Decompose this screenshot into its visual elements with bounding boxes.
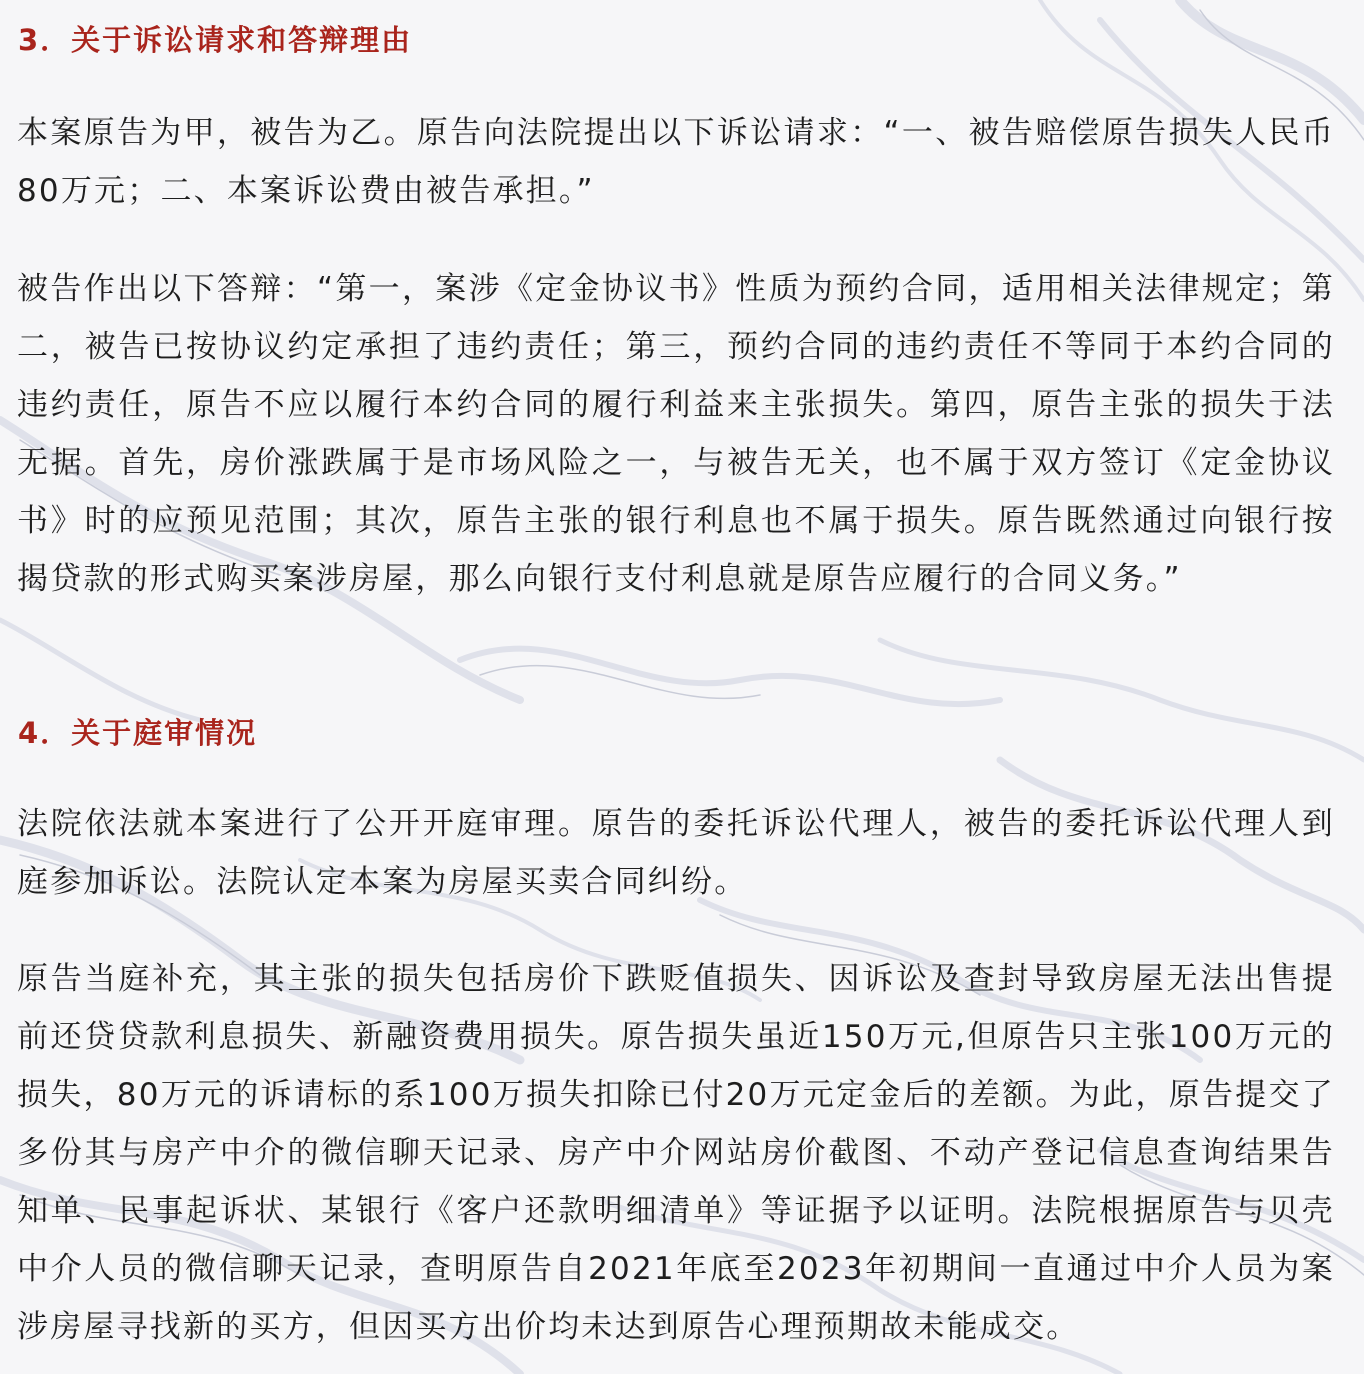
paragraph-plaintiff-supplement: 原告当庭补充，其主张的损失包括房价下跌贬值损失、因诉讼及查封导致房屋无法出售提前还贷贷款利息损失、新融资费用损失。原告损失虽近150万元,但原告只主张100万元的损失，80万元的诉请标的系100万损失扣除已付20万元定金后的差额。为此，原告提交了多份其与房产中介的微信聊天记录、房产中介网站房价截图、不动产登记信息查询结果告知单、民事起诉状、某银行《客户还款明细清单》等证据予以证明。法院根据原告与贝壳中介人员的微信聊天记录，查明原告自2021年底至2023年初期间一直通过中介人员为案涉房屋寻找新的买方，但因买方出价均未达到原告心理预期故未能成交。 [17,961,1335,1345]
section-heading-3: 3．关于诉讼请求和答辩理由 [18,23,413,57]
paragraph-trial: 法院依法就本案进行了公开开庭审理。原告的委托诉讼代理人，被告的委托诉讼代理人到庭参加诉讼。法院认定本案为房屋买卖合同纠纷。 [17,806,1335,900]
paragraph-defense: 被告作出以下答辩：“第一，案涉《定金协议书》性质为预约合同，适用相关法律规定；第二，被告已按协议约定承担了违约责任；第三，预约合同的违约责任不等同于本约合同的违约责任，原告不应以履行本约合同的履行利益来主张损失。第四，原告主张的损失于法无据。首先，房价涨跌属于是市场风险之一，与被告无关，也不属于双方签订《定金协议书》时的应预见范围；其次，原告主张的银行利息也不属于损失。原告既然通过向银行按揭贷款的形式购买案涉房屋，那么向银行支付利息就是原告应履行的合同义务。” [17,271,1335,597]
paragraph-claims: 本案原告为甲，被告为乙。原告向法院提出以下诉讼请求：“一、被告赔偿原告损失人民币80万元；二、本案诉讼费由被告承担。” [17,115,1335,209]
section-heading-4: 4．关于庭审情况 [18,716,258,750]
